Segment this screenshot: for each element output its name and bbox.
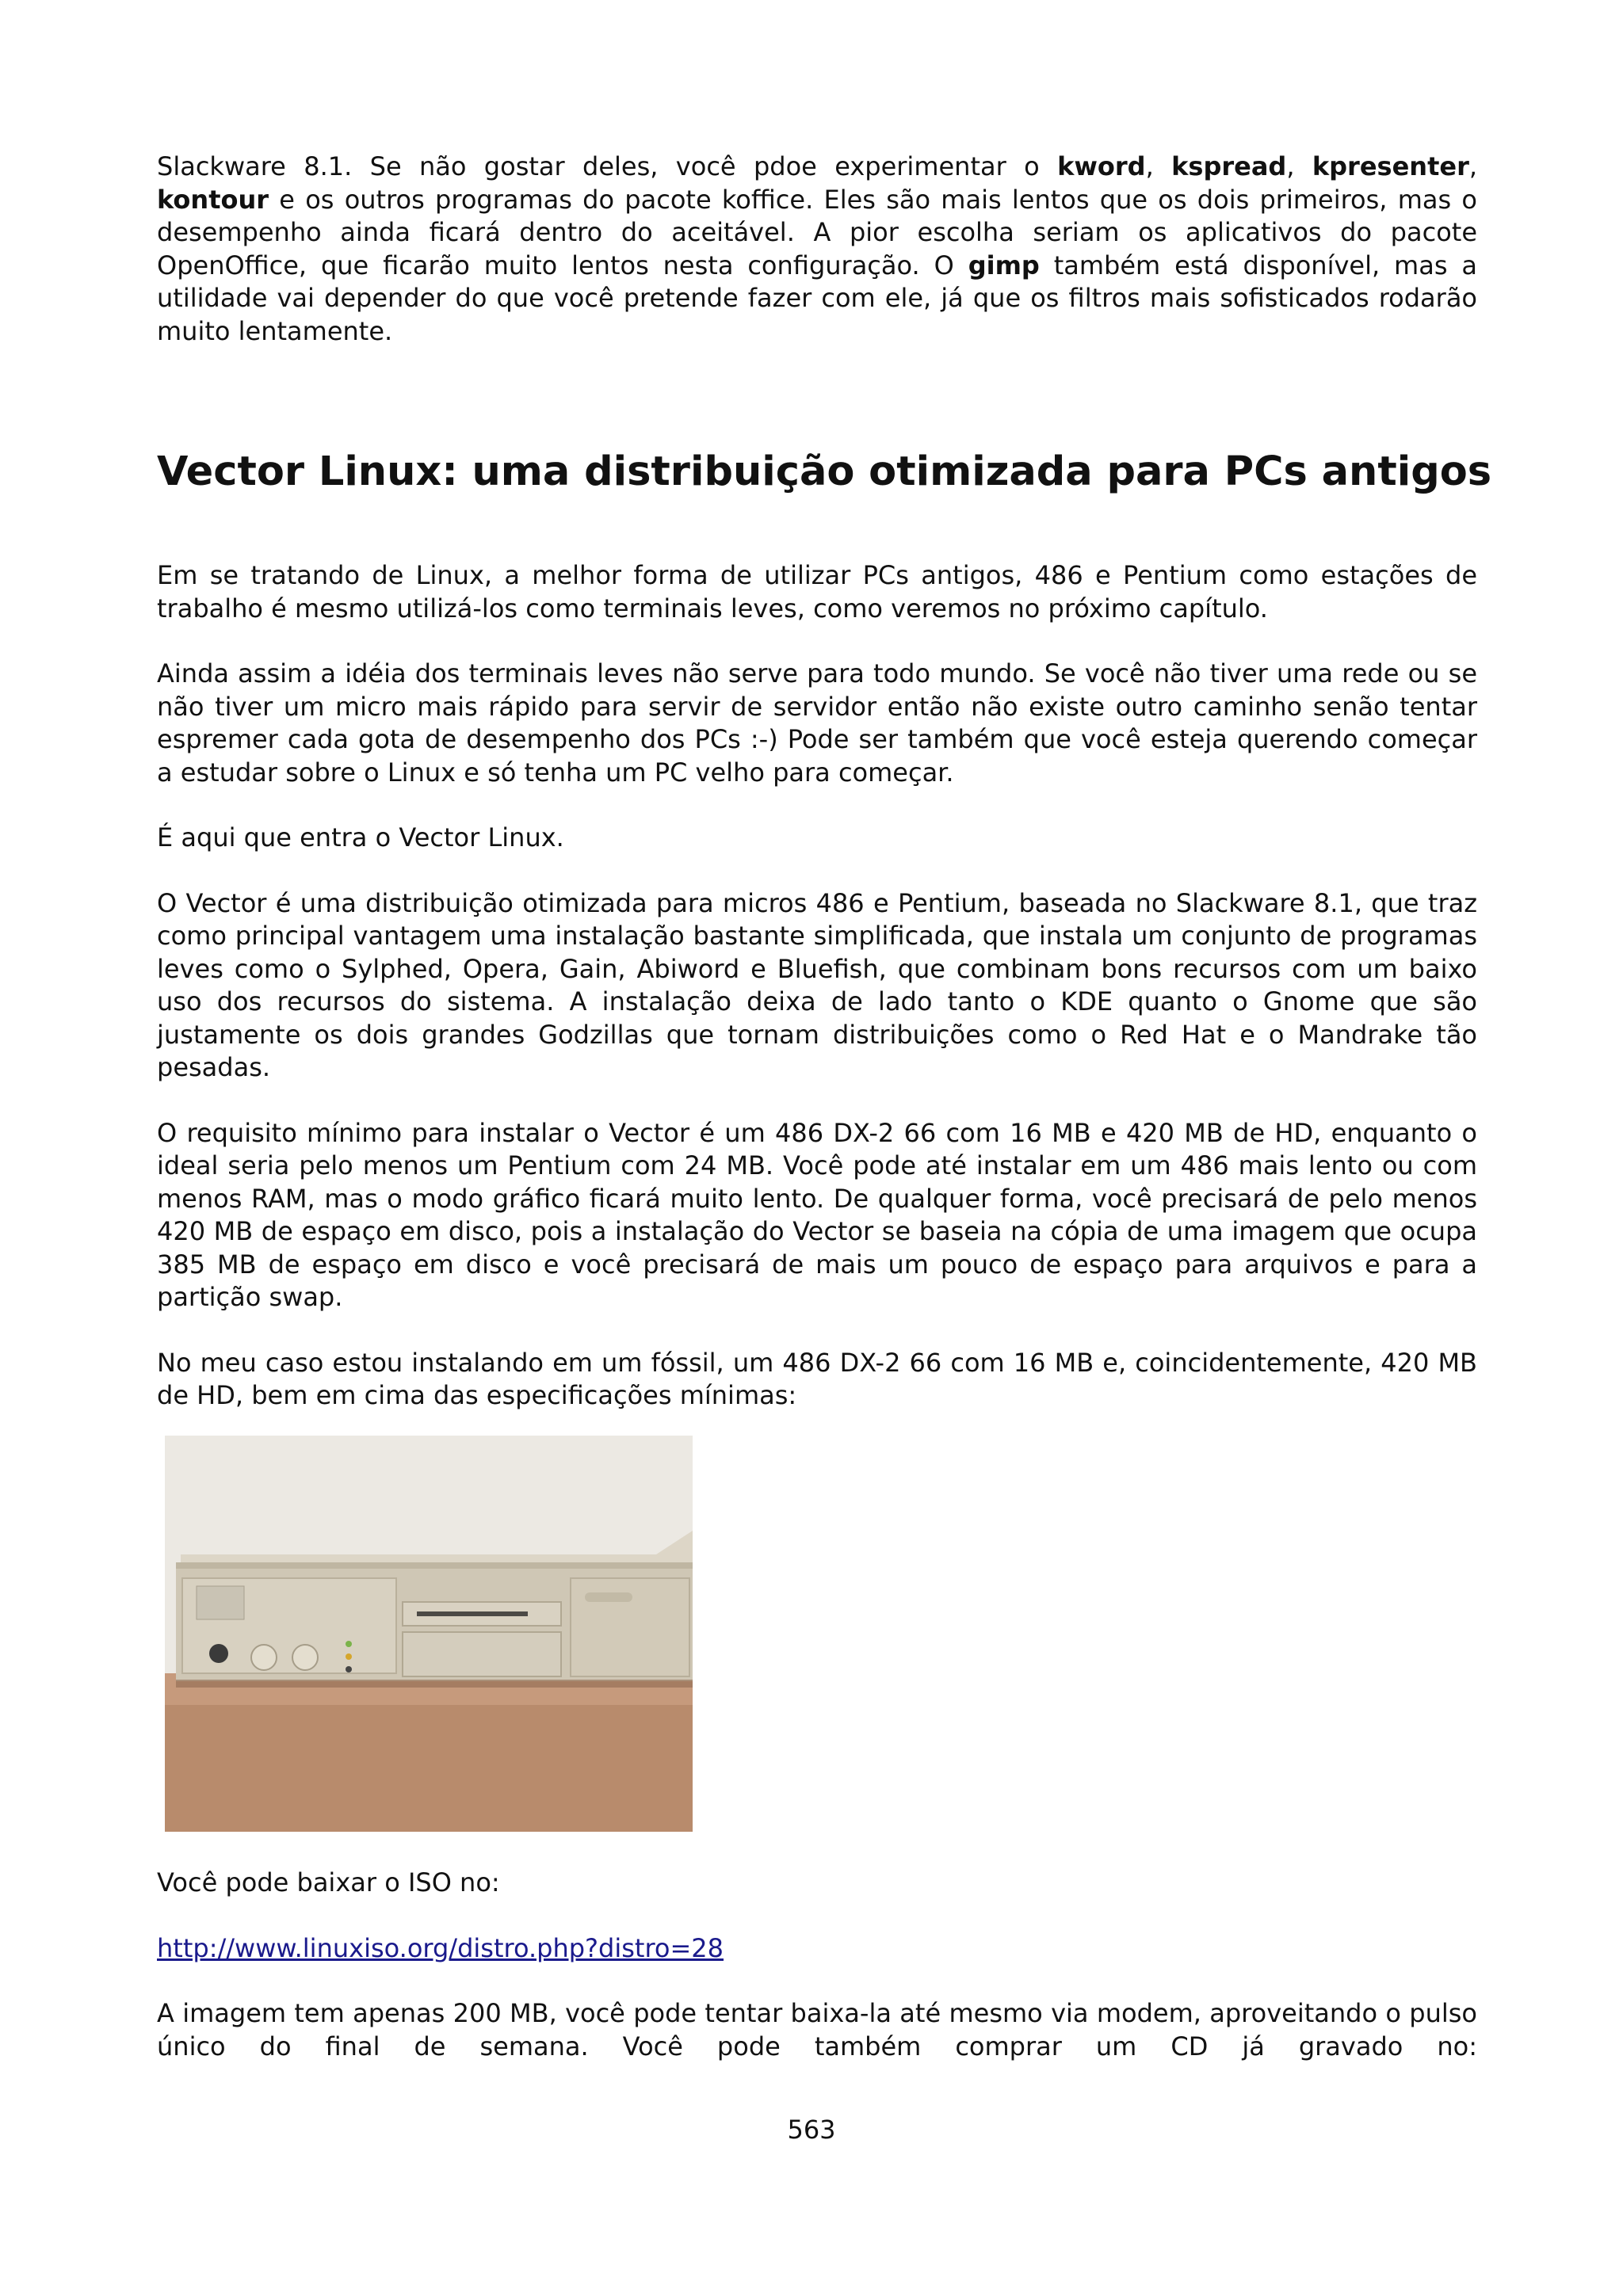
paragraph-5: O requisito mínimo para instalar o Vector é um 486 DX-2 66 com 16 MB e 420 MB de HD, enquanto o ideal seria pelo menos um Pentium com 24 MB. Você pode até instalar em um 486 mais lento ou com menos RAM, mas o modo gráfico ficará muito lento. De qualquer forma, você precisará de pelo menos 420 MB de espaço em disco, pois a instalação do Vector se baseia na cópia de uma imagem que ocupa 385 MB de espaço em disco e você precisará de mais um pouco de espaço para arquivos e para a partição swap. [157,1117,1477,1312]
kspread-term: kspread [1171,151,1287,181]
pc-photo-illustration [165,1436,693,1832]
pc-photo [165,1436,693,1832]
kontour-term: kontour [157,184,269,215]
paragraph-3: É aqui que entra o Vector Linux. [157,822,564,852]
download-section [157,1867,1477,2063]
section-heading: Vector Linux: uma distribuição otimizada para PCs antigos [157,448,1492,495]
page-number: 563 [787,2115,836,2145]
intro-text: Slackware 8.1. Se não gostar deles, você pdoe experimentar o kword, kspread, kpresenter, kontour e os outros programas do pacote koffice. Eles são mais lentos que os dois primeiros, mas o desempenho ainda ficará dentro do aceitável. A pior escolha seriam os aplicativos do pacote OpenOffice, que ficarão muito lentos nesta configuração. O gimp também está disponível, mas a utilidade vai depender do que você pretende fazer com ele, já que os filtros mais sofisticados rodarão muito lentamente. [157,151,1478,346]
download-text: Você pode baixar o ISO no: [157,1867,500,1897]
kword-term: kword [1057,151,1146,181]
paragraph-4: O Vector é uma distribuição otimizada para micros 486 e Pentium, baseada no Slackware 8.1, que traz como principal vantagem uma instalação bastante simplificada, que instala um conjunto de programas leves como o Sylphed, Opera, Gain, Abiword e Bluefish, que combinam bons recursos com um baixo uso dos recursos do sistema. A instalação deixa de lado tanto o KDE quanto o Gnome que são justamente os dois grandes Godzillas que tornam distribuições como o Red Hat e o Mandrake tão pesadas. [157,887,1477,1082]
kpresenter-term: kpresenter [1312,151,1469,181]
download-link-paragraph [157,1932,1477,1966]
gimp-term: gimp [968,250,1040,280]
paragraph-2: Ainda assim a idéia dos terminais leves não serve para todo mundo. Se você não tiver uma rede ou se não tiver um micro mais rápido para servir de servidor então não existe outro caminho senão tentar espremer cada gota de desempenho dos PCs :-) Pode ser também que você esteja querendo começar a estudar sobre o Linux e só tenha um PC velho para começar. [157,658,1477,788]
section-body [157,559,1477,1413]
final-paragraph: A imagem tem apenas 200 MB, você pode tentar baixa-la até mesmo via modem, aproveitando o pulso único do final de semana. Você pode também comprar um CD já gravado no: [157,1998,1477,2061]
paragraph-1: Em se tratando de Linux, a melhor forma de utilizar PCs antigos, 486 e Pentium como estações de trabalho é mesmo utilizá-los como terminais leves, como veremos no próximo capítulo. [157,560,1477,624]
download-link[interactable]: http://www.linuxiso.org/distro.php?distro=28 [157,1932,724,1963]
paragraph-6: No meu caso estou instalando em um fóssil, um 486 DX-2 66 com 16 MB e, coincidentemente, 420 MB de HD, bem em cima das especificações mínimas: [157,1347,1477,1410]
intro-paragraph [157,151,1477,348]
